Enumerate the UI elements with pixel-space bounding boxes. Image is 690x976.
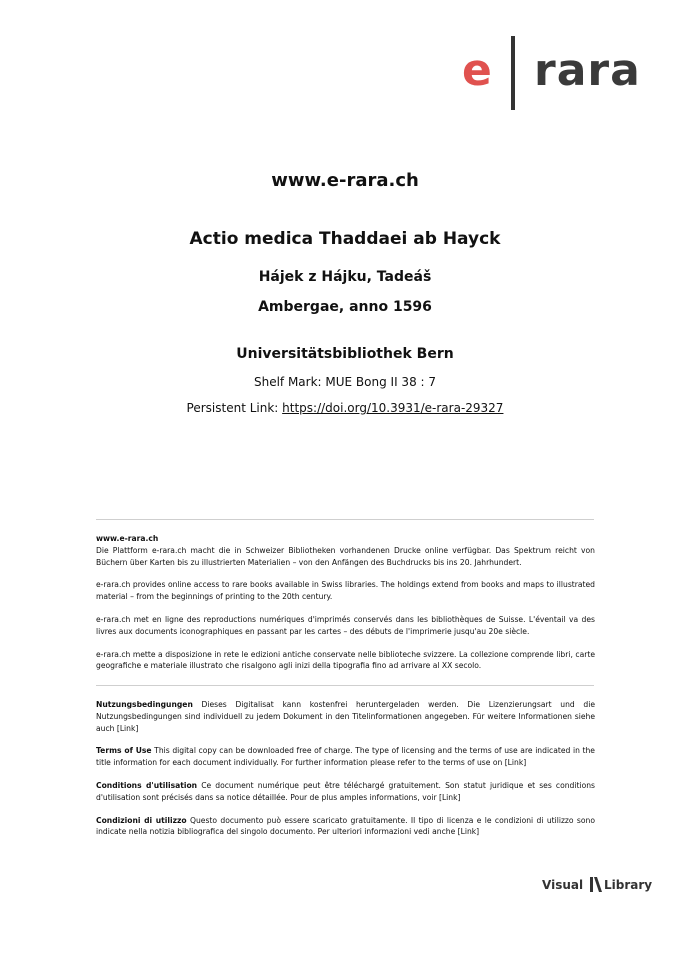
about-en: e-rara.ch provides online access to rare books available in Swiss libraries. The holdings extend from books and maps to illustrated material – from the beginnings of printing to the 20th century. <box>96 580 595 602</box>
terms-fr-label: Conditions d'utilisation <box>96 780 198 790</box>
terms-de-text: Dieses Digitalisat kann kostenfrei heruntergeladen werden. Die Lizenzierungsart und die Nutzungsbedingungen sind individuell zu jedem Dokument in den Titelinformationen angegeben. Für weitere Informationen siehe auch [Link] <box>96 700 595 733</box>
document-imprint: Ambergae, anno 1596 <box>258 299 432 315</box>
logo-rara: rara <box>534 45 641 96</box>
terms-fr <box>96 780 595 804</box>
about-heading: www.e-rara.ch <box>96 534 159 543</box>
divider <box>96 519 594 520</box>
visual-library-logo-left: Visual <box>542 878 584 892</box>
about-section <box>96 533 595 683</box>
terms-it-label: Condizioni di utilizzo <box>96 815 187 825</box>
site-url: www.e-rara.ch <box>271 170 419 191</box>
terms-de-label: Nutzungsbedingungen <box>96 700 193 709</box>
holding-library: Universitätsbibliothek Bern <box>236 346 454 362</box>
document-title: Actio medica Thaddaei ab Hayck <box>189 229 501 249</box>
about-fr: e-rara.ch met en ligne des reproductions numériques d'imprimés conservés dans les bibliothèques de Suisse. L'éventail va des livres aux documents iconographiques en passant par les cartes – des débuts de l'imprimerie jusqu'au 20e siècle. <box>96 614 595 636</box>
terms-fr-text: Ce document numérique peut être téléchargé gratuitement. Son statut juridique et ses conditions d'utilisation sont précisés dans sa notice détaillée. Pour de plus amples informations, voir [Link] <box>96 780 595 802</box>
logo-e: e <box>462 45 492 96</box>
persistent-link-url[interactable]: https://doi.org/10.3931/e-rara-29327 <box>282 401 504 415</box>
terms-section <box>96 699 595 849</box>
terms-en <box>96 745 595 769</box>
persistent-link-label: Persistent Link: <box>186 401 283 415</box>
visual-library-logo-right: Library <box>604 878 653 892</box>
e-rara-logo <box>462 36 652 112</box>
logo-divider <box>511 36 515 110</box>
terms-it-text: Questo documento può essere scaricato gratuitamente. Il tipo di licenza e le condizioni di utilizzo sono indicate nella notizia bibliografica del singolo documento. Per ulteriori informazioni vedi anche [Link] <box>96 815 595 837</box>
shelf-mark: Shelf Mark: MUE Bong II 38 : 7 <box>253 375 437 389</box>
visual-library-logo <box>542 876 654 894</box>
terms-de <box>96 699 595 734</box>
about-de: Die Plattform e-rara.ch macht die in Schweizer Bibliotheken vorhandenen Drucke online verfügbar. Das Spektrum reicht von Büchern über Karten bis zu illustrierten Materialien – von den Anfängen des Buchdrucks bis ins 20. Jahrhundert. <box>96 545 595 567</box>
terms-en-text: This digital copy can be downloaded free of charge. The type of licensing and the terms of use are indicated in the title information for each document individually. For further information please refer to the terms of use on [Link] <box>96 746 595 768</box>
about-it: e-rara.ch mette a disposizione in rete le edizioni antiche conservate nelle biblioteche svizzere. La collezione comprende libri, carte geografiche e materiale illustrato che risalgono agli inizi della tipografia fino ad arrivare al XX secolo. <box>96 649 595 671</box>
divider <box>96 685 594 686</box>
visual-library-mark-icon <box>589 877 603 892</box>
terms-en-label: Terms of Use <box>96 746 152 756</box>
persistent-link <box>0 401 690 415</box>
terms-it <box>96 815 595 839</box>
document-author: Hájek z Hájku, Tadeáš <box>258 269 432 285</box>
